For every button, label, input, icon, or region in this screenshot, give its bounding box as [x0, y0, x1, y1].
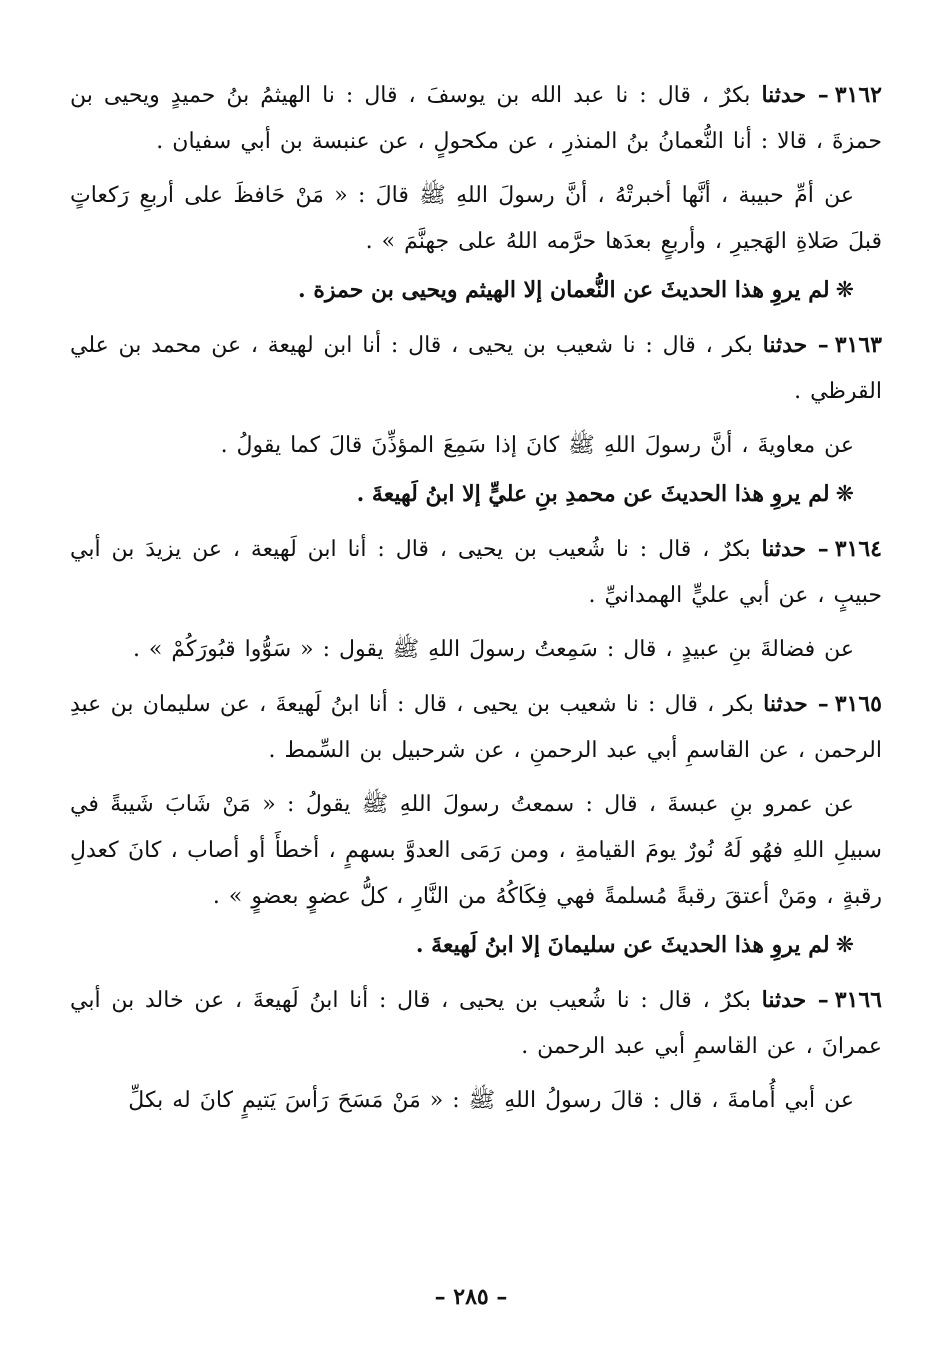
matn-paragraph: عن أبي أُمامةَ ، قال : قالَ رسولُ اللهِ ﷺ : « مَنْ مَسَحَ رَأسَ يَتيمٍ كانَ له بكلِّ: [128, 1088, 854, 1113]
isnad-text: بكر ، قال : نا شعيب بن يحيى ، قال : أنا ابن لهيعة ، عن محمد بن علي القرظي .: [70, 333, 882, 404]
hadith-number: ٣١٦٢: [834, 82, 882, 108]
hadith-lead: – حدثنا: [761, 82, 829, 108]
isnad-paragraph: [70, 72, 882, 165]
note-marker-icon: ❋: [835, 933, 854, 958]
hadith-lead: – حدثنا: [763, 691, 829, 717]
note-line: [70, 471, 882, 518]
matn-paragraph: عن معاويةَ ، أنَّ رسولَ اللهِ ﷺ كانَ إذا سَمِعَ المؤذِّنَ قالَ كما يقولُ .: [220, 433, 854, 458]
isnad-text: بكرٌ ، قال : نا شُعيب بن يحيى ، قال : أنا ابنُ لَهيعةَ ، عن خالد بن أبي عمرانَ ، عن القاسمِ أبي عبد الرحمن .: [70, 988, 882, 1059]
isnad-paragraph: [70, 322, 882, 415]
hadith-entry-3162: [70, 72, 882, 314]
isnad-text: بكرٌ ، قال : نا عبد الله بن يوسفَ ، قال : نا الهيثمُ بنُ حميدٍ ويحيى بن حمزةَ ، قالا : أنا النُّعمانُ بنُ المنذرِ ، عن مكحولٍ ، عن عنبسة بن أبي سفيان .: [70, 83, 882, 154]
hadith-entry-3164: [70, 526, 882, 673]
isnad-paragraph: [70, 681, 882, 774]
hadith-number: ٣١٦٣: [834, 332, 882, 358]
hadith-lead: – حدثنا: [761, 536, 829, 562]
hadith-entry-3165: [70, 681, 882, 969]
isnad-paragraph: [70, 977, 882, 1070]
note-text: لم يروِ هذا الحديثَ عن النُّعمان إلا الهيثم ويحيى بن حمزة .: [298, 277, 830, 303]
hadith-lead: – حدثنا: [761, 987, 829, 1013]
isnad-text: بكرٌ ، قال : نا شُعيب بن يحيى ، قال : أنا ابن لَهيعة ، عن يزيدَ بن أبي حبيبٍ ، عن أبي عليٍّ الهمدانيِّ .: [70, 537, 882, 608]
note-text: لم يروِ هذا الحديثَ عن سليمانَ إلا ابنُ لَهيعةَ .: [415, 932, 830, 958]
hadith-entry-3166: [70, 977, 882, 1124]
matn-paragraph: عن أمِّ حبيبة ، أنَّها أخبرتْهُ ، أنَّ رسولَ اللهِ ﷺ قالَ : « مَنْ حَافظَ على أربعِ رَكعاتٍ قبلَ صَلاةِ الهَجيرِ ، وأربعٍ بعدَها حرَّمه اللهُ على جهنَّمَ » .: [70, 183, 882, 254]
note-marker-icon: ❋: [835, 482, 854, 507]
hadith-number: ٣١٦٤: [834, 536, 882, 562]
note-line: [70, 267, 882, 314]
hadith-entry-3163: [70, 322, 882, 518]
hadith-number: ٣١٦٥: [834, 691, 882, 717]
matn-paragraph: عن عمرو بنِ عبسةَ ، قال : سمعتُ رسولَ اللهِ ﷺ يقولُ : « مَنْ شَابَ شَيبةً في سبيلِ اللهِ فهُو لَهُ نُورٌ يومَ القيامةِ ، ومن رَمَى العدوَّ بسهمٍ ، أخطأَ أو أصاب ، كانَ كعدلِ رقبةٍ ، ومَنْ أعتقَ رقبةً مُسلمةً فهي فِكَاكُهُ من النَّارِ ، كلُّ عضوٍ بعضوٍ » .: [70, 792, 882, 909]
matn-paragraph: عن فضالةَ بنِ عبيدٍ ، قال : سَمِعتُ رسولَ اللهِ ﷺ يقول : « سَوُّوا قبُورَكُمْ » .: [132, 637, 854, 662]
note-text: لم يروِ هذا الحديثَ عن محمدِ بنِ عليٍّ إلا ابنُ لَهيعةَ .: [356, 481, 830, 507]
page-number: – ٢٨٥ –: [434, 1284, 508, 1310]
isnad-text: بكر ، قال : نا شعيب بن يحيى ، قال : أنا ابنُ لَهيعةَ ، عن سليمان بن عبدِ الرحمن ، عن القاسمِ أبي عبد الرحمنِ ، عن شرحبيل بن السِّمط .: [70, 692, 882, 763]
note-marker-icon: ❋: [835, 278, 854, 303]
hadith-number: ٣١٦٦: [834, 987, 882, 1013]
note-line: [70, 922, 882, 969]
isnad-paragraph: [70, 526, 882, 619]
hadith-lead: – حدثنا: [762, 332, 829, 358]
